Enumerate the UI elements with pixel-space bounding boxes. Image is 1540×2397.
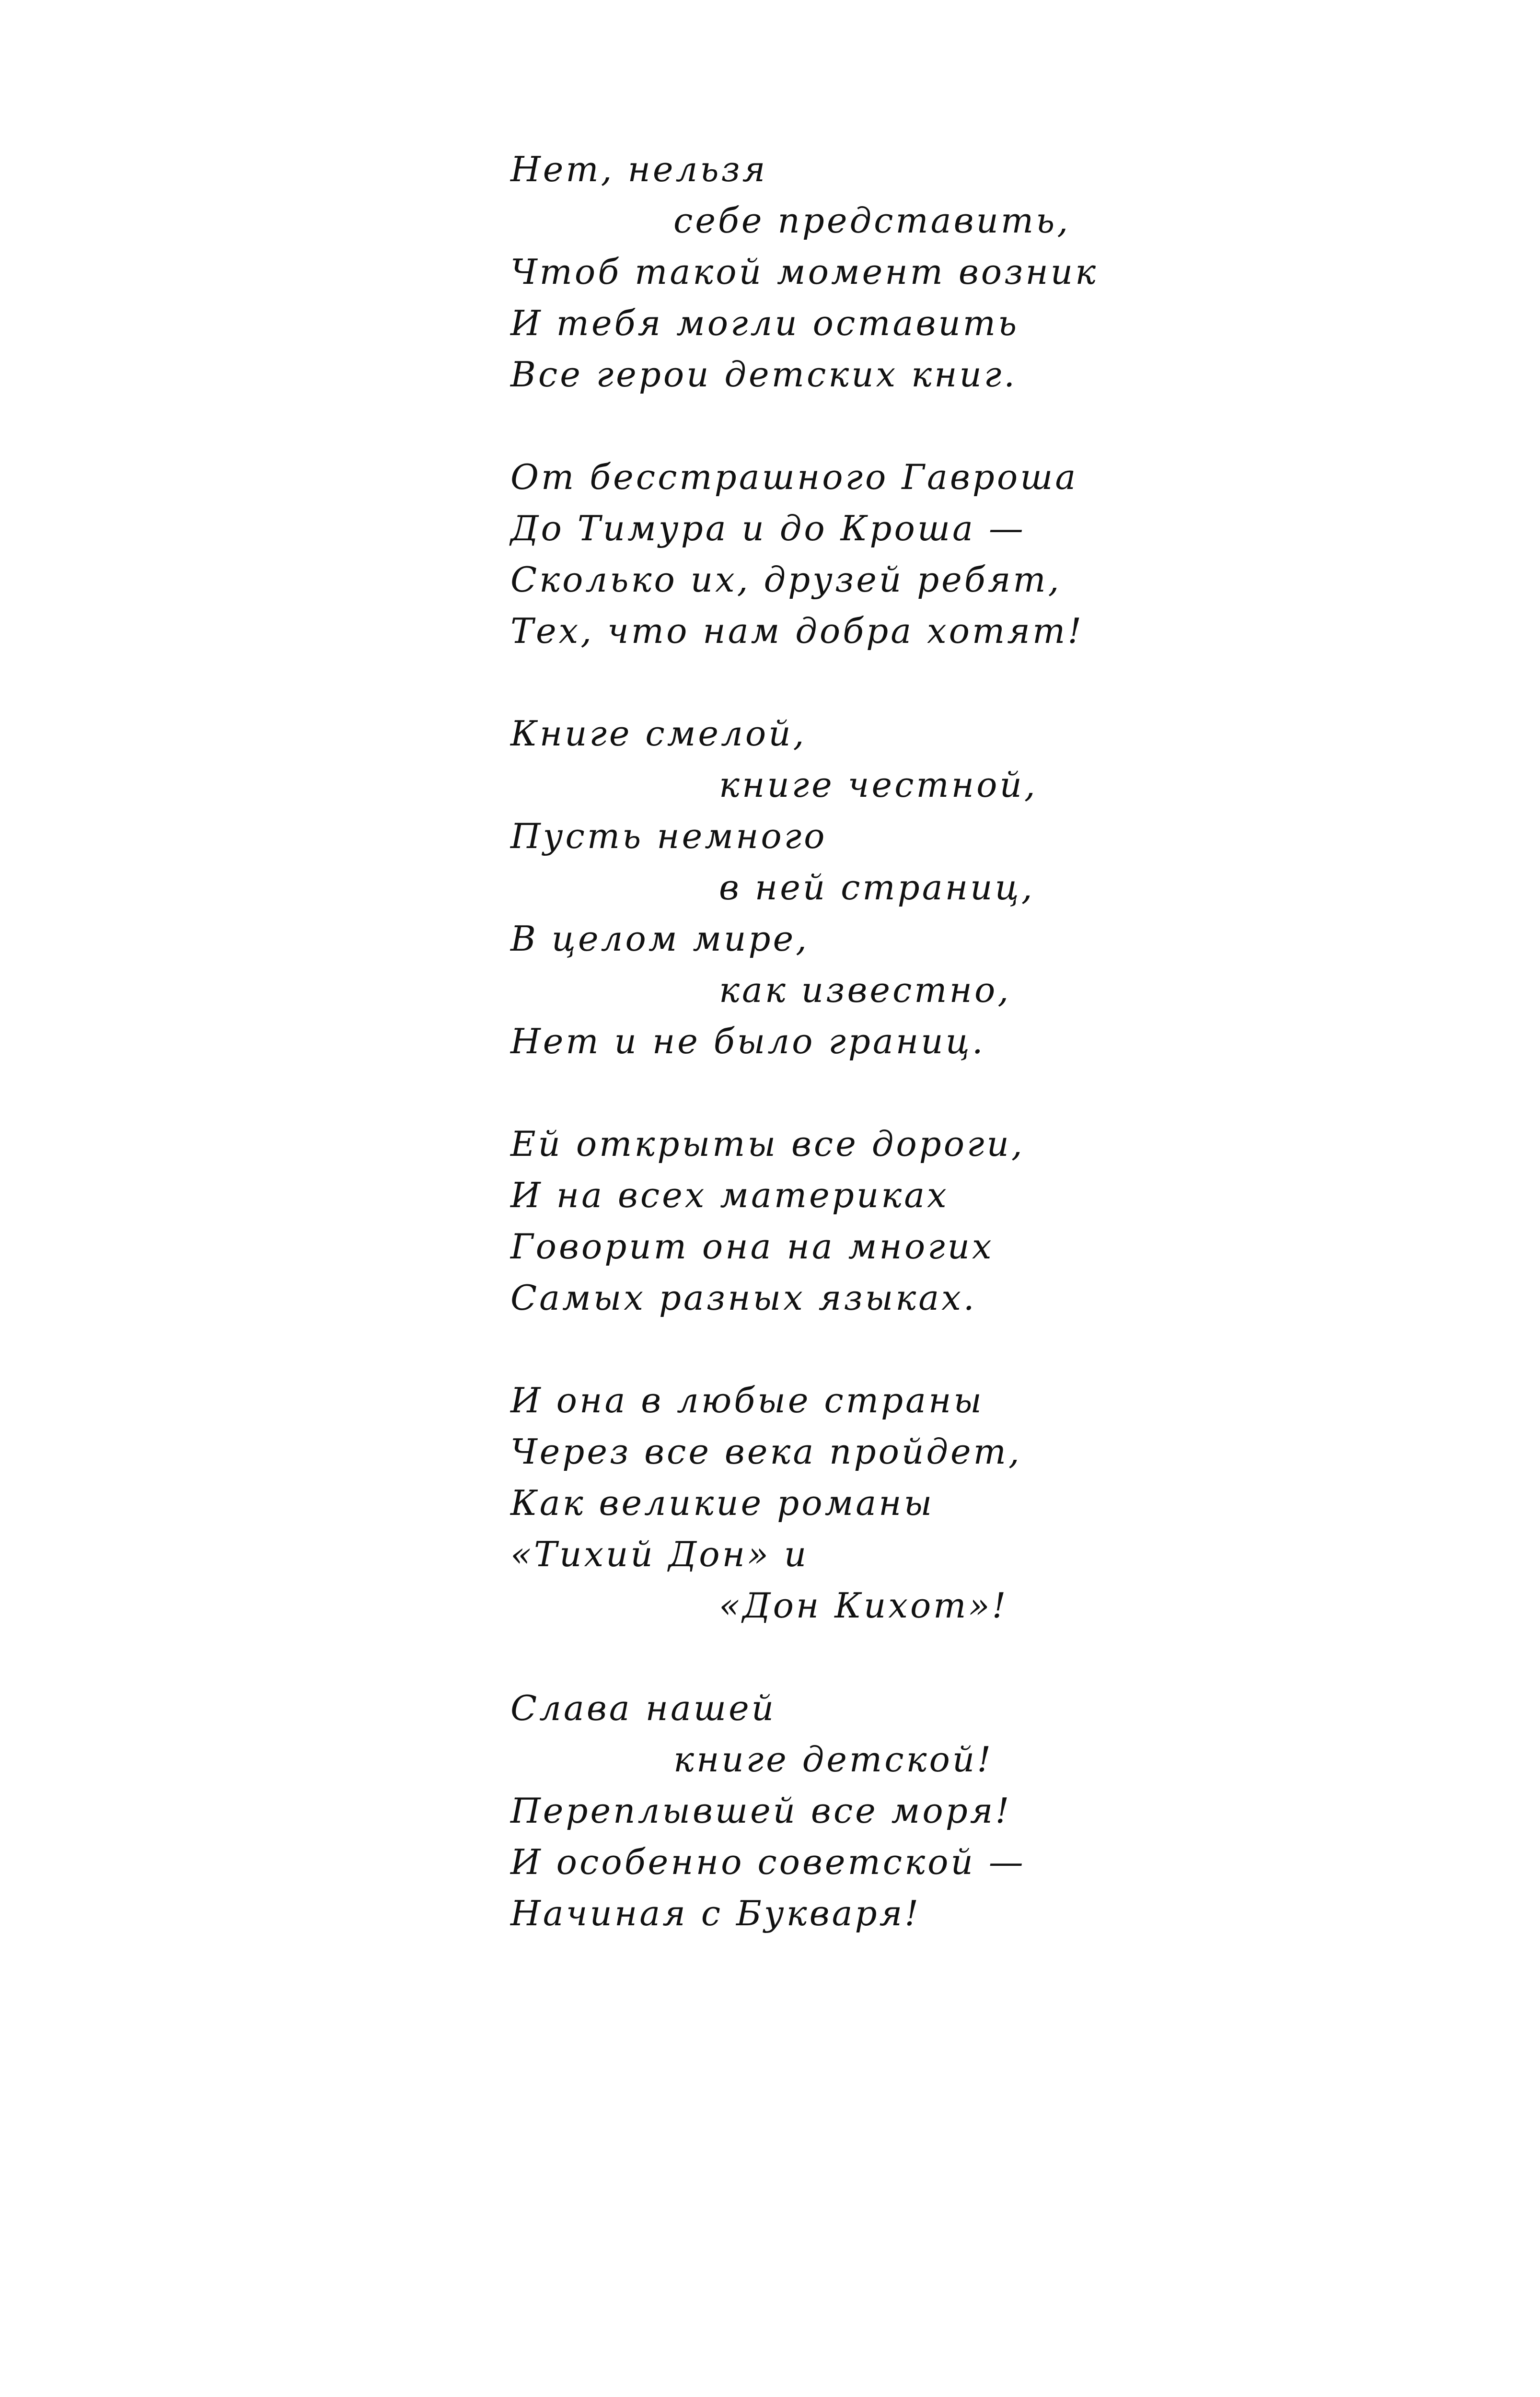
stanza-2 [510,452,1181,657]
poem-line: книге честной, [719,765,1038,805]
stanza-3 [510,708,1181,1067]
stanza-1 [510,144,1181,400]
poem-line: Чтоб такой момент возник [510,252,1099,292]
poem-line: Начиная с Букваря! [510,1893,921,1933]
stanza-5 [510,1375,1181,1631]
poem-line: И тебя могли оставить [510,303,1019,343]
poem-line: Через все века пройдет, [510,1431,1022,1472]
poem-line: И на всех материках [510,1175,949,1215]
poem-line: в ней страниц, [719,867,1035,908]
poem-line: Сколько их, друзей ребят, [510,559,1062,600]
poem-line: Тех, что нам добра хотят! [510,611,1084,651]
poem-line: Как великие романы [510,1483,935,1523]
poem-line: Все герои детских книг. [510,354,1018,395]
poem-line: Переплывшей все моря! [510,1791,1012,1831]
poem-line: «Тихий Дон» и [510,1534,809,1574]
poem-line: От бесстрашного Гавроша [510,457,1078,497]
poem-line: Ей открыты все дороги, [510,1124,1025,1164]
poem-line: Говорит она на многих [510,1226,994,1267]
poem-line: Нет, нельзя [510,149,768,189]
poem-line: Пусть немного [510,816,827,856]
poem-line: До Тимура и до Кроша — [510,508,1026,548]
stanza-4 [510,1118,1181,1324]
poem-line: книге детской! [673,1739,994,1780]
poem-line: Самых разных языках. [510,1278,977,1318]
poem [510,144,1181,1990]
poem-line: «Дон Кихот»! [719,1585,1008,1626]
poem-line: В целом мире, [510,919,810,959]
poem-line: как известно, [719,970,1011,1010]
poem-line: себе представить, [673,200,1071,241]
poem-line: И особенно советской — [510,1842,1026,1882]
stanza-6 [510,1683,1181,1939]
poem-line: Слава нашей [510,1688,776,1728]
poem-line: Книге смелой, [510,713,807,754]
poem-line: Нет и не было границ. [510,1021,985,1061]
poem-line: И она в любые страны [510,1380,984,1420]
